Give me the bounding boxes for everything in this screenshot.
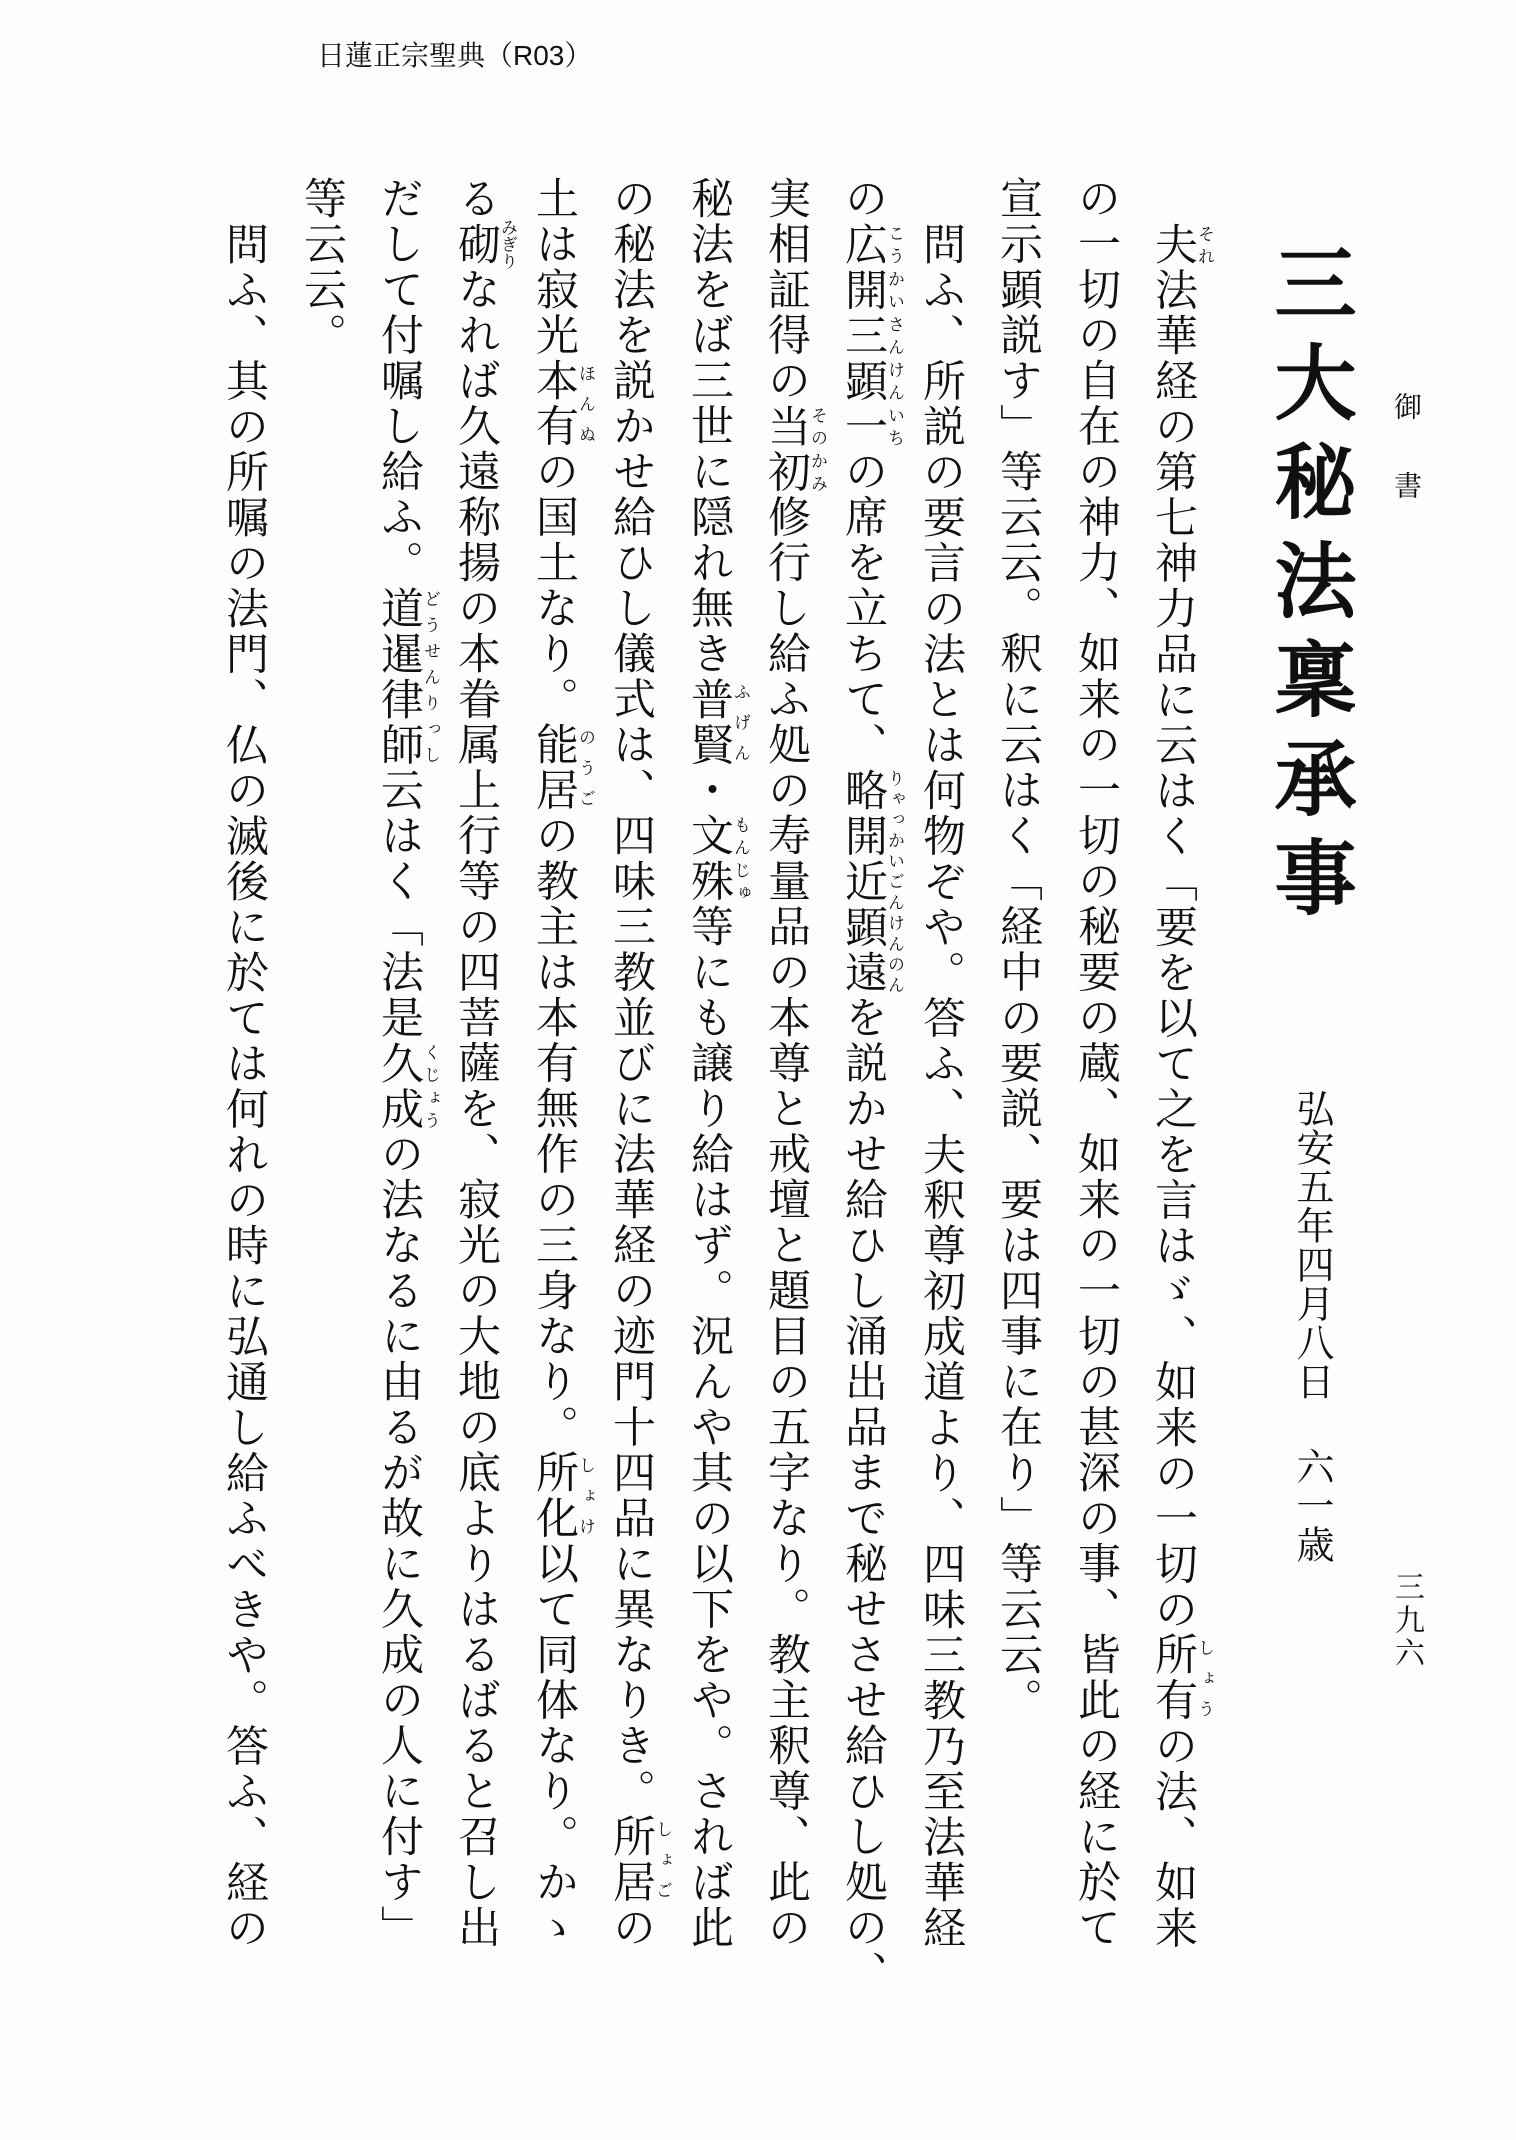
text-run: 実相証得の — [761, 176, 811, 404]
text-column — [741, 176, 831, 1976]
text-run: 問ふ、其の所嘱の法門、仏の滅後に於ては何れの時に弘通し給ふべきや。答ふ、経の — [219, 221, 269, 1951]
text-column — [1128, 176, 1218, 1976]
text-run: だして付嘱し給ふ。 — [374, 176, 424, 586]
ruby-word — [374, 1040, 440, 1132]
ruby-base: 当初 — [761, 403, 811, 495]
ruby-word — [1148, 1632, 1214, 1723]
ruby-word — [1148, 221, 1214, 268]
ruby-reading: ふげん — [730, 676, 750, 768]
text-run: の一切の自在の神力、如来の一切の秘要の蔵、如来の一切の甚深の事、皆此の経に於て — [1071, 176, 1121, 1951]
author-age: 六一歳 — [1290, 1447, 1334, 1564]
text-run: の席を立ちて、 — [838, 449, 888, 768]
ruby-reading: それ — [1194, 221, 1214, 267]
ruby-base: 砌 — [451, 218, 501, 270]
ruby-base: 夫 — [1148, 221, 1198, 267]
document-title: 三大秘法稟承事 — [1261, 241, 1357, 934]
ruby-base: 所居 — [606, 1814, 656, 1905]
text-run: 等にも譲り給はず。況んや其の以下をや。されば此 — [684, 904, 734, 1951]
ruby-base: 能居 — [529, 722, 579, 813]
text-run: 等云云。 — [297, 176, 347, 358]
text-column — [973, 176, 1063, 1976]
text-column — [354, 176, 444, 1976]
text-run: 修行し給ふ処の寿量品の本尊と戒壇と題目の五字なり。教主釈尊、此の — [761, 494, 811, 1951]
document-date: 弘安五年四月八日 — [1290, 1089, 1334, 1401]
ruby-base: 文殊 — [684, 813, 734, 904]
text-run: 以て同体なり。かゝ — [529, 1541, 579, 1951]
text-run: 問ふ、所説の要言の法とは何物ぞや。答ふ、夫釈尊初成道より、四味三教乃至法華経 — [916, 221, 966, 1951]
page-number: 三九六 — [1389, 1571, 1424, 1670]
text-run: 秘法をば三世に隠れ無き — [684, 176, 734, 677]
text-column — [818, 176, 908, 1996]
ruby-base: 久成 — [374, 1040, 424, 1132]
ruby-word — [684, 676, 750, 768]
text-run: ・ — [684, 767, 734, 813]
ruby-reading: しょけ — [575, 1450, 595, 1541]
text-run: 云はく「法是 — [374, 767, 424, 1041]
ruby-base: 広開三顕一 — [838, 221, 888, 449]
ruby-reading: そのかみ — [807, 403, 827, 495]
ruby-base: 所有 — [1148, 1632, 1198, 1723]
ruby-reading: もんじゅ — [730, 813, 750, 904]
text-run: の — [606, 1905, 656, 1951]
text-column — [199, 176, 289, 1976]
ruby-reading: しょご — [652, 1814, 672, 1905]
text-run: の — [838, 176, 888, 222]
ruby-word — [684, 813, 750, 904]
text-column — [509, 176, 599, 1976]
ruby-reading: くじょう — [420, 1040, 440, 1132]
text-run: なれば久遠称揚の本眷属上行等の四菩薩を、寂光の大地の底よりはるばると召し出 — [451, 267, 501, 1951]
ruby-reading: のうご — [575, 722, 595, 813]
text-run: 宣示顕説す」等云云。釈に云はく「経中の要説、要は四事に在り」等云云。 — [993, 176, 1043, 1723]
ruby-reading: ほんぬ — [575, 358, 595, 449]
text-column — [1051, 176, 1141, 1976]
ruby-base: 所化 — [529, 1450, 579, 1541]
text-run: 法華経の第七神力品に云はく「要を以て之を言はゞ、如来の一切の — [1148, 267, 1198, 1632]
text-column — [277, 176, 367, 1976]
ruby-reading: どうせんりっし — [420, 585, 440, 768]
ruby-base: 本有 — [529, 358, 579, 449]
text-column — [896, 176, 986, 1976]
ruby-base: 道暹律師 — [374, 585, 424, 768]
text-column — [586, 176, 676, 1976]
ruby-word — [838, 221, 904, 450]
ruby-base: 略開近顕遠 — [838, 767, 888, 995]
ruby-reading: こうかいさんけんいち — [884, 221, 904, 449]
text-run: る — [451, 176, 501, 222]
ruby-reading: しょう — [1194, 1632, 1214, 1723]
ruby-word — [838, 767, 904, 996]
text-run: の法、如来 — [1148, 1723, 1198, 1951]
text-run: の教主は本有無作の三身なり。 — [529, 813, 579, 1450]
ruby-reading: みぎり — [497, 218, 517, 270]
ruby-word — [529, 722, 595, 813]
section-label: 御書 — [1390, 392, 1423, 550]
text-run: の秘法を説かせ給ひし儀式は、四味三教並びに法華経の迹門十四品に異なりき。 — [606, 176, 656, 1814]
ruby-word — [761, 403, 827, 495]
ruby-word — [374, 585, 440, 768]
text-run: の法なるに由るが故に久成の人に付す」 — [374, 1131, 424, 1951]
ruby-base: 普賢 — [684, 676, 734, 768]
ruby-word — [606, 1814, 672, 1905]
text-run: 土は寂光 — [529, 176, 579, 358]
text-column — [431, 176, 521, 1976]
text-run: の国土なり。 — [529, 449, 579, 722]
ruby-word — [529, 1450, 595, 1541]
ruby-word — [529, 358, 595, 449]
running-header: 日蓮正宗聖典（R03） — [317, 40, 593, 71]
ruby-reading: りゃっかいごんけんのん — [884, 767, 904, 995]
ruby-word — [451, 218, 517, 270]
text-run: を説かせ給ひし涌出品まで秘せさせ給ひし処の、 — [838, 995, 888, 1996]
text-column — [664, 176, 754, 1976]
